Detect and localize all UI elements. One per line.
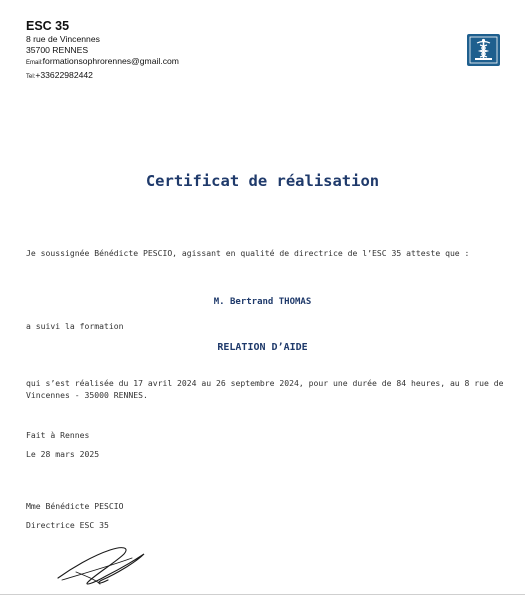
followed-text: a suivi la formation — [26, 321, 124, 331]
signer-name: Mme Bénédicte PESCIO — [26, 501, 124, 511]
email-address: formationsophrorennes@gmail.com — [42, 56, 179, 66]
trainee-name: M. Bertrand THOMAS — [213, 297, 312, 307]
page-bottom-border — [0, 594, 525, 595]
phone-label: Tel: — [26, 73, 36, 80]
signature-place: Fait à Rennes — [26, 430, 90, 440]
address-line-2: 35700 RENNES — [26, 45, 89, 55]
course-name: RELATION D’AIDE — [217, 342, 308, 353]
signer-role: Directrice ESC 35 — [26, 520, 109, 530]
phone-number: +33622982442 — [35, 69, 93, 80]
organization-name: ESC 35 — [26, 19, 70, 33]
address-line-1: 8 rue de Vincennes — [26, 34, 100, 44]
email-line — [26, 56, 179, 70]
organization-header — [26, 19, 179, 83]
handwritten-signature — [52, 538, 152, 593]
phone-line — [26, 70, 179, 84]
attestation-intro: Je soussignée Bénédicte PESCIO, agissant en qualité de directrice de l’ESC 35 atteste que : — [26, 248, 470, 258]
training-details: qui s’est réalisée du 17 avril 2024 au 26 septembre 2024, pour une durée de 84 heures, au 8 rue de Vincennes - 35000 RENNES. — [26, 378, 504, 400]
caduceus-icon — [467, 34, 500, 66]
signature-date: Le 28 mars 2025 — [26, 449, 100, 459]
email-label: Email: — [26, 60, 43, 66]
certificate-title: Certificat de réalisation — [145, 172, 380, 190]
